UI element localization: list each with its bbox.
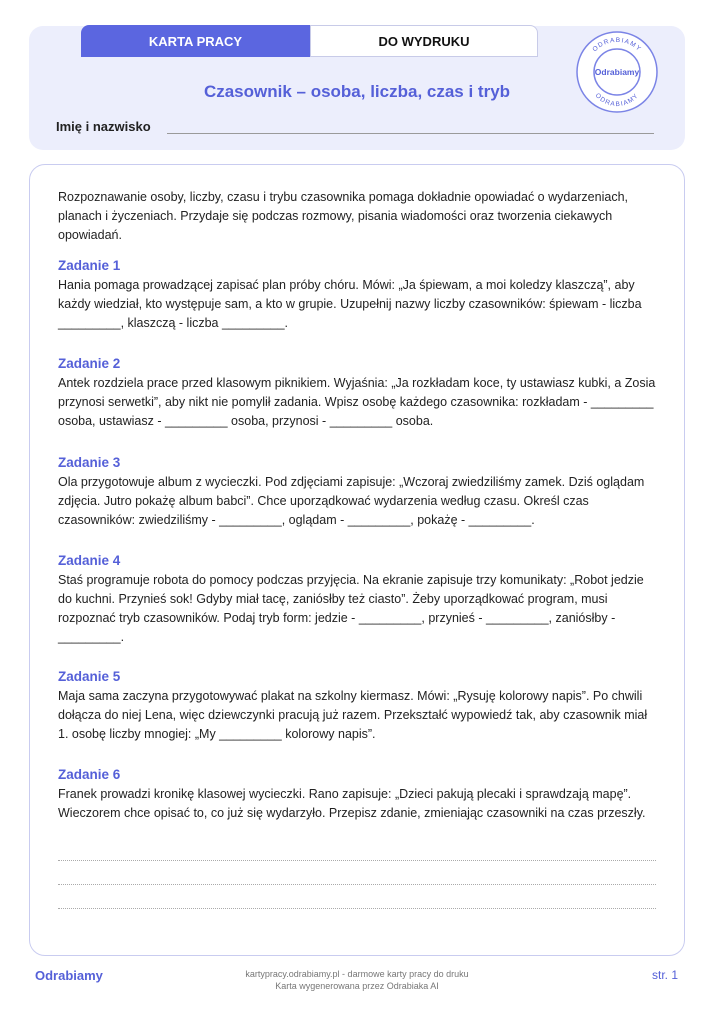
task-6 xyxy=(58,767,658,823)
footer-info xyxy=(0,968,714,992)
task-text: Hania pomaga prowadzącej zapisać plan próby chóru. Mówi: „Ja śpiewam, a moi koledzy klaszczą”, aby każdy wiedział, kto występuje sam, a kto w grupie. Uzupełnij nazwy liczby czasowników: śpiewam - liczba _________, klaszczą - liczba _________. xyxy=(58,278,642,330)
answer-line[interactable] xyxy=(58,908,656,909)
task-title: Zadanie 6 xyxy=(58,767,121,782)
answer-line[interactable] xyxy=(58,884,656,885)
task-3 xyxy=(58,455,658,530)
tab-karta-pracy[interactable]: KARTA PRACY xyxy=(81,25,310,57)
stamp-center-text: Odrabiamy xyxy=(594,67,640,77)
worksheet-title: Czasownik – osoba, liczba, czas i tryb xyxy=(203,82,511,101)
footer-site: kartypracy.odrabiamy.pl - darmowe karty pracy do druku xyxy=(245,969,469,979)
footer-brand[interactable]: Odrabiamy xyxy=(35,968,103,983)
name-input-line[interactable] xyxy=(167,133,654,134)
page-number: str. 1 xyxy=(651,968,678,982)
task-2 xyxy=(58,356,658,431)
task-title: Zadanie 3 xyxy=(58,455,121,470)
task-1 xyxy=(58,258,658,333)
footer-generated: Karta wygenerowana przez Odrabiaka AI xyxy=(275,981,439,991)
intro-paragraph: Rozpoznawanie osoby, liczby, czasu i trybu czasownika pomaga dokładnie opowiadać o wydarzeniach, planach i życzeniach. Przydaje się podczas rozmowy, pisania wiadomości oraz tworzenia ciekawych opowiadań. xyxy=(58,190,628,242)
task-4 xyxy=(58,553,658,647)
task-title: Zadanie 5 xyxy=(58,669,121,684)
stamp-ring-top: ODRABIAMY xyxy=(591,36,643,54)
task-text: Staś programuje robota do pomocy podczas przyjęcia. Na ekranie zapisuje trzy komunikaty: „Robot jedzie do kuchni. Przynieś sok! Gdyby miał tacę, zaniósłby też ciasto”. Żeby uporządkować program, musi rozpoznać tryb czasowników. Podaj tryb form: jedzie - _________, przynieś - _________, zaniósłby - _________. xyxy=(58,573,644,644)
task-text: Ola przygotowuje album z wycieczki. Pod zdjęciami zapisuje: „Wczoraj zwiedziliśmy zamek. Dziś oglądam zdjęcia. Jutro pokażę album babci”. Chce uporządkować wydarzenia według czasu. Określ czas czasowników: zwiedziliśmy - _________, oglądam - _________, pokażę - _________. xyxy=(58,475,645,527)
stamp-ring-bottom: ODRABIAMY xyxy=(593,92,641,109)
task-5 xyxy=(58,669,658,744)
task-text: Franek prowadzi kronikę klasowej wycieczki. Rano zapisuje: „Dzieci pakują plecaki i sprawdzają mapę”. Wieczorem chce opisać to, co już się wydarzyło. Przepisz zdanie, zmieniając czasowniki na czas przeszły. xyxy=(58,787,646,820)
task-text: Maja sama zaczyna przygotowywać plakat na szkolny kiermasz. Mówi: „Rysuję kolorowy napis”. Po chwili dołącza do niej Lena, więc dziewczynki pracują już razem. Przekształć wypowiedź tak, aby czasownik miał 1. osobę liczby mnogiej: „My _________ kolorowy napis”. xyxy=(58,689,648,741)
answer-line[interactable] xyxy=(58,860,656,861)
name-label: Imię i nazwisko xyxy=(56,119,151,134)
task-title: Zadanie 4 xyxy=(58,553,121,568)
task-text: Antek rozdziela prace przed klasowym piknikiem. Wyjaśnia: „Ja rozkładam koce, ty ustawiasz kubki, a Zosia przynosi serwetki”, aby nikt nie pomylił zadania. Wpisz osobę każdego czasownika: rozkładam - _________ osoba, ustawiasz - _________ osoba, przynosi - _________ osoba. xyxy=(58,376,656,428)
tab-do-wydruku[interactable]: DO WYDRUKU xyxy=(310,25,538,57)
odrabiamy-stamp-logo xyxy=(575,30,659,114)
task-title: Zadanie 2 xyxy=(58,356,121,371)
task-title: Zadanie 1 xyxy=(58,258,121,273)
